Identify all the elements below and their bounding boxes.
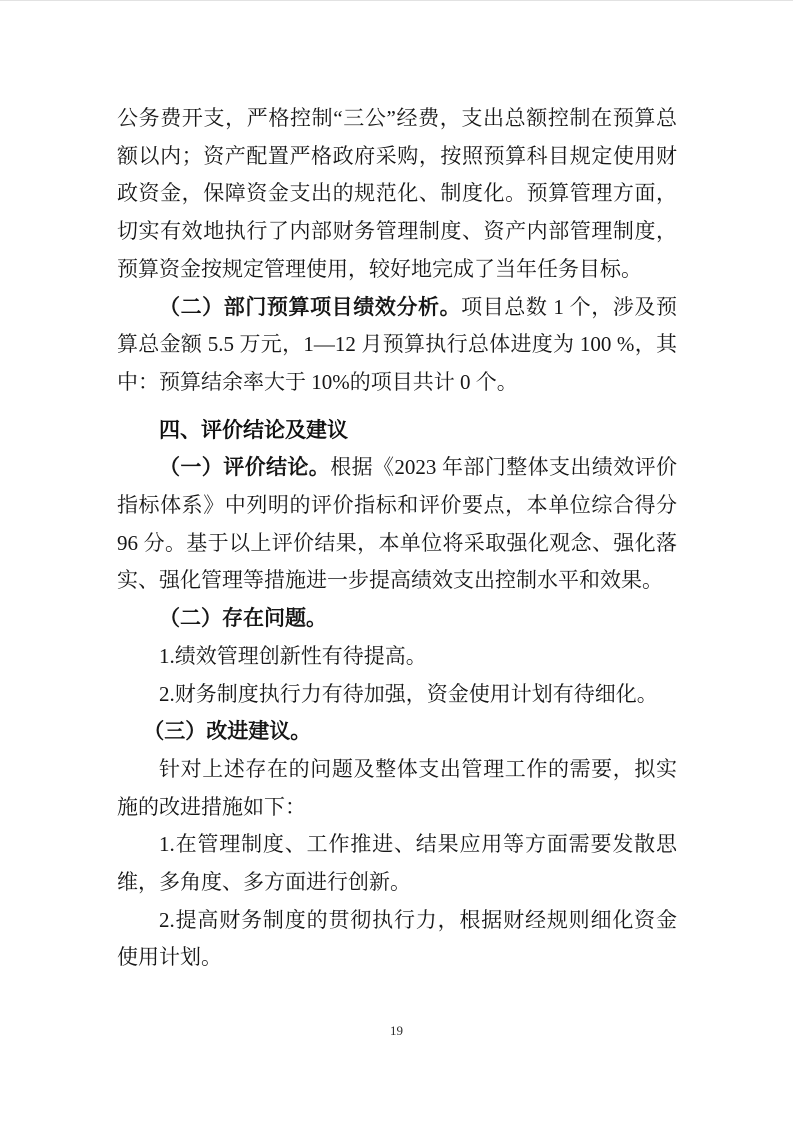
paragraph-project-analysis (117, 289, 677, 402)
page-number: 19 (390, 1023, 403, 1038)
paragraph-evaluation-conclusion (117, 449, 677, 600)
paragraph-suggestion-item-1: 1.在管理制度、工作推进、结果应用等方面需要发散思维，多角度、多方面进行创新。 (117, 832, 677, 895)
paragraph-continuation (117, 100, 677, 289)
paragraph-evaluation-conclusion-heading: （一）评价结论。 (159, 455, 331, 480)
paragraph-suggestions-heading: （三）改进建议。 (143, 719, 312, 744)
paragraph-evaluation-conclusion-text: 根据《2023 年部门整体支出绩效评价指标体系》中列明的评价指标和评价要点，本单位综合得分 96 分。基于以上评价结果，本单位将采取强化观念、强化落实、强化管理等措施进一步提高绩效支出控制水平和效果。 (117, 455, 678, 593)
paragraph-suggestions-intro: 针对上述存在的问题及整体支出管理工作的需要，拟实施的改进措施如下： (117, 756, 677, 819)
paragraph-problems-heading: （二）存在问题。 (159, 606, 327, 631)
paragraph-problem-item-1: 1.绩效管理创新性有待提高。 (159, 643, 427, 668)
paragraph-project-analysis-text: 项目总数 1 个，涉及预算总金额 5.5 万元，1—12 月预算执行总体进度为 100 %，其中：预算结余率大于 10%的项目共计 0 个。 (117, 294, 678, 394)
paragraph-problem-item-2: 2.财务制度执行力有待加强，资金使用计划有待细化。 (159, 681, 658, 706)
paragraph-continuation-text: 公务费开支，严格控制“三公”经费，支出总额控制在预算总额以内；资产配置严格政府采购，按照预算科目规定使用财政资金，保障资金支出的规范化、制度化。预算管理方面，切实有效地执行了内部财务管理制度、资产内部管理制度，预算资金按规定管理使用，较好地完成了当年任务目标。 (117, 106, 677, 281)
section-heading-conclusions-and-suggestions: 四、评价结论及建议 (159, 418, 348, 442)
document-body (117, 100, 677, 977)
paragraph-project-analysis-heading: （二）部门预算项目绩效分析。 (159, 294, 462, 319)
paragraph-suggestion-item-2: 2.提高财务制度的贯彻执行力，根据财经规则细化资金使用计划。 (117, 907, 677, 970)
